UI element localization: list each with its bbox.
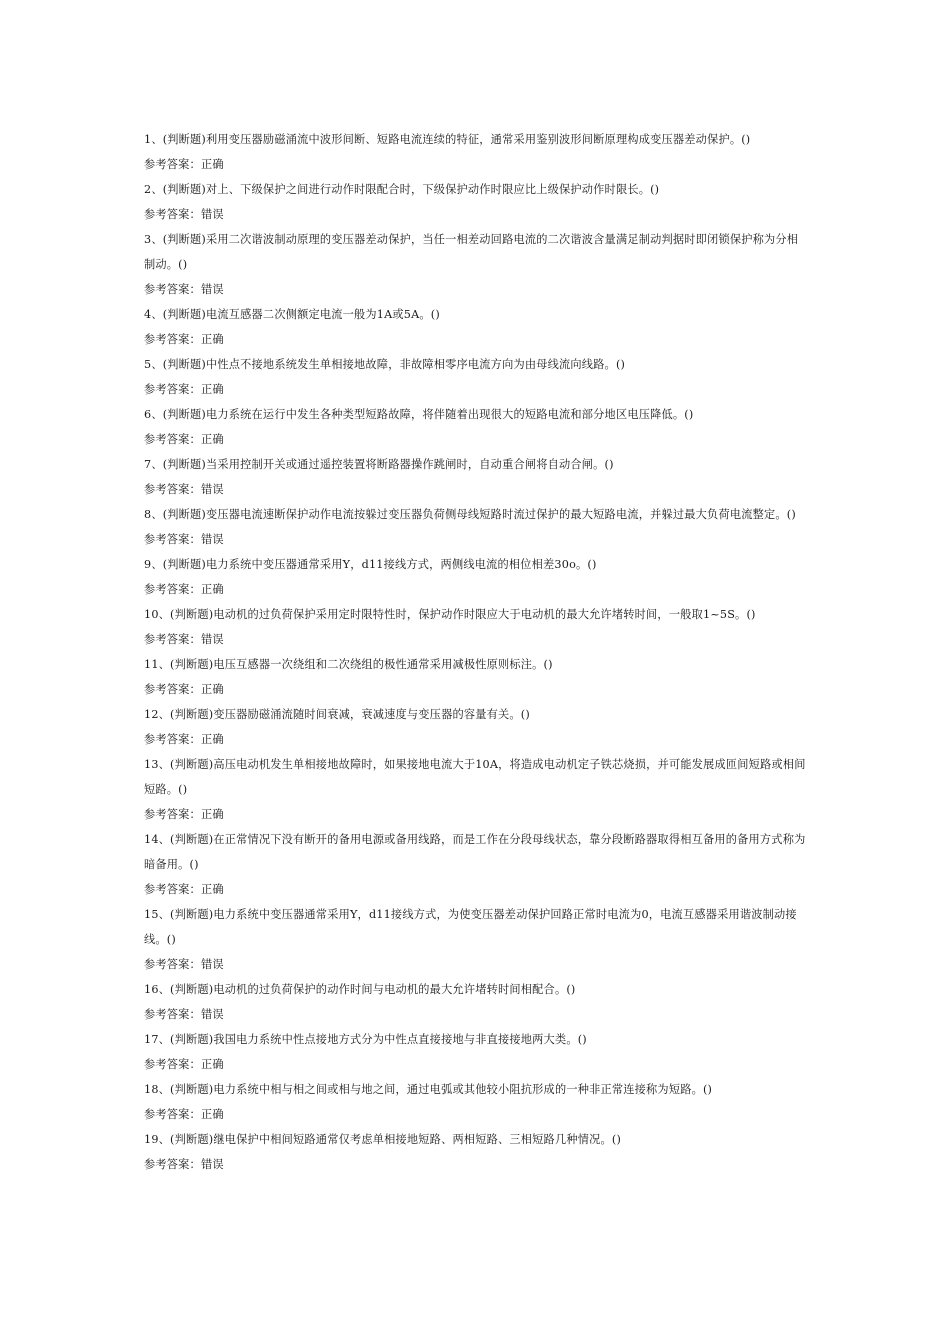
question-text: 4、(判断题)电流互感器二次侧额定电流一般为1A或5A。()	[144, 308, 440, 321]
answer-text: 参考答案：错误	[144, 1008, 224, 1021]
answer-text: 参考答案：正确	[144, 1108, 224, 1121]
qa-item-7	[144, 452, 808, 502]
answer-text: 参考答案：正确	[144, 158, 224, 171]
question-text: 10、(判断题)电动机的过负荷保护采用定时限特性时，保护动作时限应大于电动机的最大允许堵转时间，一般取1~5S。()	[144, 608, 756, 621]
answer-text: 参考答案：错误	[144, 533, 224, 546]
qa-item-11	[144, 652, 808, 702]
document-page	[144, 127, 808, 1177]
qa-item-2	[144, 177, 808, 227]
qa-item-19	[144, 1127, 808, 1177]
qa-item-4	[144, 302, 808, 352]
question-text: 17、(判断题)我国电力系统中性点接地方式分为中性点直接接地与非直接接地两大类。()	[144, 1033, 587, 1046]
answer-text: 参考答案：正确	[144, 683, 224, 696]
answer-text: 参考答案：错误	[144, 633, 224, 646]
qa-item-13	[144, 752, 808, 827]
answer-text: 参考答案：正确	[144, 583, 224, 596]
qa-item-14	[144, 827, 808, 902]
qa-item-10	[144, 602, 808, 652]
qa-item-12	[144, 702, 808, 752]
qa-item-8	[144, 502, 808, 552]
question-text: 9、(判断题)电力系统中变压器通常采用Y，d11接线方式，两侧线电流的相位相差30o。()	[144, 558, 597, 571]
qa-item-5	[144, 352, 808, 402]
qa-item-3	[144, 227, 808, 302]
question-text: 2、(判断题)对上、下级保护之间进行动作时限配合时，下级保护动作时限应比上级保护动作时限长。()	[144, 183, 660, 196]
question-text: 3、(判断题)采用二次谐波制动原理的变压器差动保护，当任一相差动回路电流的二次谐波含量满足制动判据时即闭锁保护称为分相制动。()	[144, 233, 799, 271]
answer-text: 参考答案：正确	[144, 333, 224, 346]
question-text: 11、(判断题)电压互感器一次绕组和二次绕组的极性通常采用减极性原则标注。()	[144, 658, 553, 671]
answer-text: 参考答案：错误	[144, 1158, 224, 1171]
qa-item-17	[144, 1027, 808, 1077]
qa-item-16	[144, 977, 808, 1027]
answer-text: 参考答案：正确	[144, 808, 224, 821]
qa-item-18	[144, 1077, 808, 1127]
qa-item-1	[144, 127, 808, 177]
question-text: 5、(判断题)中性点不接地系统发生单相接地故障，非故障相零序电流方向为由母线流向线路。()	[144, 358, 626, 371]
answer-text: 参考答案：错误	[144, 958, 224, 971]
question-text: 14、(判断题)在正常情况下没有断开的备用电源或备用线路，而是工作在分段母线状态，靠分段断路器取得相互备用的备用方式称为暗备用。()	[144, 833, 806, 871]
question-text: 8、(判断题)变压器电流速断保护动作电流按躲过变压器负荷侧母线短路时流过保护的最大短路电流，并躲过最大负荷电流整定。()	[144, 508, 796, 521]
answer-text: 参考答案：正确	[144, 1058, 224, 1071]
question-text: 12、(判断题)变压器励磁涌流随时间衰减，衰减速度与变压器的容量有关。()	[144, 708, 530, 721]
qa-item-6	[144, 402, 808, 452]
answer-text: 参考答案：正确	[144, 733, 224, 746]
answer-text: 参考答案：错误	[144, 283, 224, 296]
answer-text: 参考答案：正确	[144, 433, 224, 446]
question-text: 15、(判断题)电力系统中变压器通常采用Y，d11接线方式，为使变压器差动保护回路正常时电流为0，电流互感器采用谐波制动接线。()	[144, 908, 797, 946]
answer-text: 参考答案：错误	[144, 208, 224, 221]
question-text: 16、(判断题)电动机的过负荷保护的动作时间与电动机的最大允许堵转时间相配合。()	[144, 983, 576, 996]
question-text: 18、(判断题)电力系统中相与相之间或相与地之间，通过电弧或其他较小阻抗形成的一种非正常连接称为短路。()	[144, 1083, 713, 1096]
answer-text: 参考答案：错误	[144, 483, 224, 496]
question-text: 13、(判断题)高压电动机发生单相接地故障时，如果接地电流大于10A，将造成电动机定子铁芯烧损，并可能发展成匝间短路或相间短路。()	[144, 758, 806, 796]
answer-text: 参考答案：正确	[144, 883, 224, 896]
answer-text: 参考答案：正确	[144, 383, 224, 396]
qa-item-15	[144, 902, 808, 977]
question-text: 6、(判断题)电力系统在运行中发生各种类型短路故障，将伴随着出现很大的短路电流和部分地区电压降低。()	[144, 408, 694, 421]
qa-item-9	[144, 552, 808, 602]
question-text: 1、(判断题)利用变压器励磁涌流中波形间断、短路电流连续的特征，通常采用鉴别波形间断原理构成变压器差动保护。()	[144, 133, 751, 146]
question-text: 7、(判断题)当采用控制开关或通过遥控装置将断路器操作跳闸时，自动重合闸将自动合闸。()	[144, 458, 614, 471]
question-text: 19、(判断题)继电保护中相间短路通常仅考虑单相接地短路、两相短路、三相短路几种情况。()	[144, 1133, 622, 1146]
